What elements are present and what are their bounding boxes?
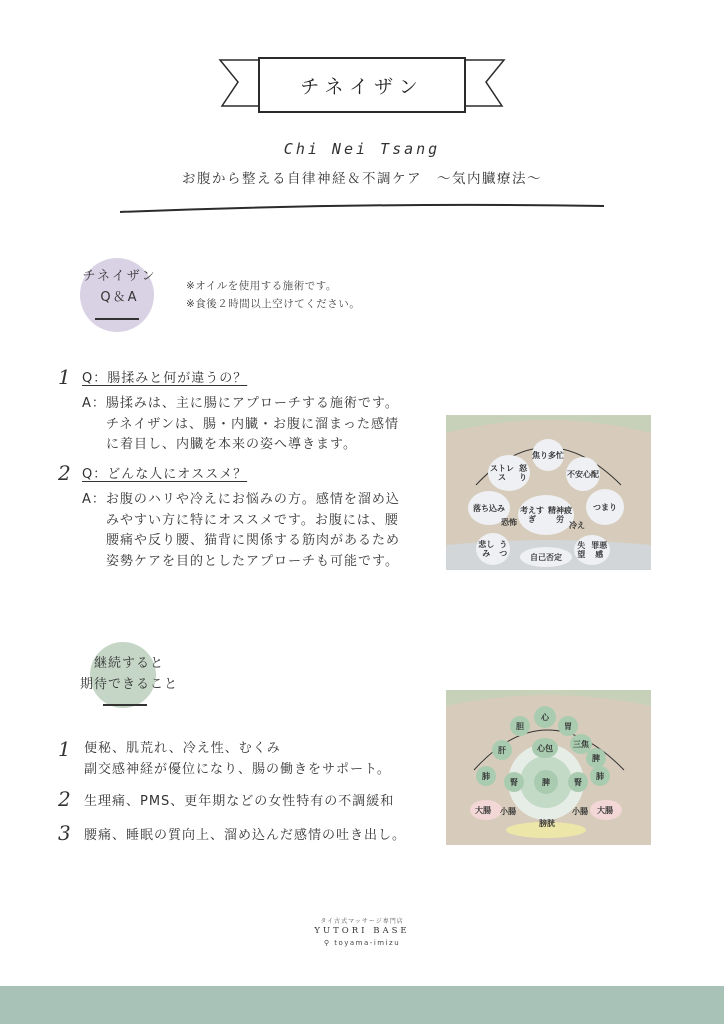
- emotion-label: 悲しみ: [478, 540, 495, 558]
- qa-answer-1-line: に着目し、内臓を本来の姿へ導きます。: [106, 437, 357, 452]
- brand-name: YUTORI BASE: [314, 926, 410, 936]
- header-divider: [118, 200, 608, 216]
- emotion-label: 冷え: [569, 520, 585, 530]
- emotion-label: 恐怖: [501, 517, 517, 527]
- qa-answer-2-line: 腰痛や反り腰、猫背に関係する筋肉があるため: [106, 533, 401, 548]
- emotion-blob: [532, 439, 564, 471]
- organ-label: 腎: [574, 777, 582, 787]
- qa-heading-underline: [95, 318, 139, 320]
- emotion-label: 多忙: [548, 450, 564, 460]
- organ-label: 胃: [564, 721, 572, 731]
- organ-label: 肝: [498, 745, 506, 755]
- organ-blob: [558, 716, 578, 736]
- emotion-blob: [488, 455, 530, 491]
- effect-number-1: 1: [58, 737, 71, 761]
- emotion-blob: [566, 457, 600, 491]
- organ-label: 小腸: [500, 806, 516, 816]
- emotion-label: 心配: [583, 469, 599, 479]
- qa-heading: [62, 266, 177, 308]
- organ-label: 心包: [537, 743, 553, 753]
- organ-label: 肺: [596, 771, 604, 781]
- footer-band: [0, 986, 724, 1024]
- qa-heading-line2: Q＆A: [100, 290, 139, 305]
- qa-number-2: 2: [58, 461, 71, 485]
- qa-answer-2-line: A：お腹のハリや冷えにお悩みの方。感情を溜め込: [82, 492, 400, 507]
- emotion-label: 怒り: [518, 464, 527, 482]
- effect-item-2: 生理痛、PMS、更年期などの女性特有の不調緩和: [84, 794, 395, 809]
- emotion-label: 不安: [567, 469, 583, 479]
- emotion-blob: [520, 547, 572, 567]
- effect-item-1: [84, 738, 391, 780]
- emotion-label: つまり: [593, 502, 617, 512]
- qa-heading-line1: チネイザン: [82, 269, 157, 284]
- subtitle-english: Chi Nei Tsang: [283, 140, 441, 158]
- qa-answer-1-line: チネイザンは、腸・内臓・お腹に溜まった感情: [106, 416, 399, 432]
- organ-label: 大腸: [475, 805, 491, 815]
- note-meal: ※食後２時間以上空けてください。: [186, 298, 361, 310]
- brand-location: [0, 939, 724, 947]
- organ-label: 心: [541, 712, 549, 722]
- emotion-label: 自己否定: [530, 552, 562, 562]
- organ-label: 脾: [592, 753, 600, 763]
- subtitle-japanese: お腹から整える自律神経＆不調ケア 〜気内臓療法〜: [182, 171, 542, 187]
- organ-blob: [532, 738, 558, 758]
- organ-label: 肺: [482, 771, 490, 781]
- organ-blob: [590, 766, 610, 786]
- emotion-blob: [574, 535, 610, 565]
- emotion-blob: [564, 515, 590, 535]
- organ-blob: [470, 800, 496, 820]
- emotion-blob: [476, 533, 510, 565]
- organ-blob: [496, 802, 520, 820]
- organ-blob: [532, 814, 562, 832]
- emotion-label: 失望: [577, 541, 586, 559]
- organ-blob: [534, 706, 556, 728]
- emotion-label: 焦り: [532, 450, 548, 460]
- organ-blob: [586, 748, 606, 768]
- organ-label: 膀胱: [539, 818, 555, 828]
- effect-number-3: 3: [58, 821, 71, 845]
- emotion-label: 精神疲労: [548, 506, 572, 524]
- organ-label: 三焦: [573, 739, 589, 749]
- organ-label: 大腸: [597, 805, 613, 815]
- organ-label: 小腸: [572, 806, 588, 816]
- abdomen-emotion-photo: [446, 415, 651, 570]
- emotion-label: 罪悪感: [591, 541, 608, 559]
- qa-answer-1-line: A：腸揉みは、主に腸にアプローチする施術です。: [82, 396, 399, 411]
- emotion-label: ストレス: [489, 464, 514, 482]
- qa-number-1: 1: [58, 365, 71, 389]
- organ-blob: [504, 772, 524, 792]
- emotion-label: うつ: [499, 540, 508, 558]
- effects-heading-line2: 期待できること: [79, 677, 178, 692]
- organ-blob: [492, 740, 512, 760]
- organ-blob: [568, 772, 588, 792]
- effects-heading-line1: 継続すると: [93, 656, 164, 671]
- location-pin-icon: ⚲: [323, 939, 331, 947]
- qa-answer-1: [82, 394, 422, 456]
- qa-question-2: Q：どんな人にオススメ？: [82, 467, 248, 482]
- qa-question-1: Q：腸揉みと何が違うの？: [82, 371, 248, 386]
- organ-blob: [592, 800, 618, 820]
- organ-label: 脾: [542, 777, 550, 787]
- page-title: チネイザン: [258, 57, 466, 113]
- qa-answer-2: [82, 490, 427, 572]
- emotion-label: 考えすぎ: [520, 506, 544, 524]
- emotion-blob: [496, 511, 522, 533]
- qa-answer-2-line: みやすい方に特にオススメです。お腹には、腰: [106, 512, 399, 528]
- organ-blob: [476, 766, 496, 786]
- effects-heading-underline: [103, 704, 147, 706]
- emotion-blob: [586, 489, 624, 525]
- organ-label: 胆: [516, 721, 524, 731]
- brand-location-text: toyama-imizu: [334, 939, 401, 947]
- effect-line: 便秘、肌荒れ、冷え性、むくみ: [84, 741, 281, 756]
- abdomen-organ-photo: [446, 690, 651, 845]
- note-oil: ※オイルを使用する施術です。: [186, 280, 337, 292]
- organ-blob: [510, 716, 530, 736]
- effects-heading: [64, 653, 194, 695]
- effect-line: 副交感神経が優位になり、腸の働きをサポート。: [84, 762, 391, 777]
- brand-tagline: タイ古式マッサージ専門店: [320, 918, 404, 925]
- organ-blob: [568, 802, 592, 820]
- qa-answer-2-line: 姿勢ケアを目的としたアプローチも可能です。: [106, 553, 399, 569]
- effect-item-3: 腰痛、睡眠の質向上、溜め込んだ感情の吐き出し。: [84, 828, 407, 843]
- organ-blob: [534, 770, 558, 794]
- effect-number-2: 2: [58, 787, 71, 811]
- emotion-label: 落ち込み: [473, 503, 505, 513]
- organ-label: 腎: [510, 777, 518, 787]
